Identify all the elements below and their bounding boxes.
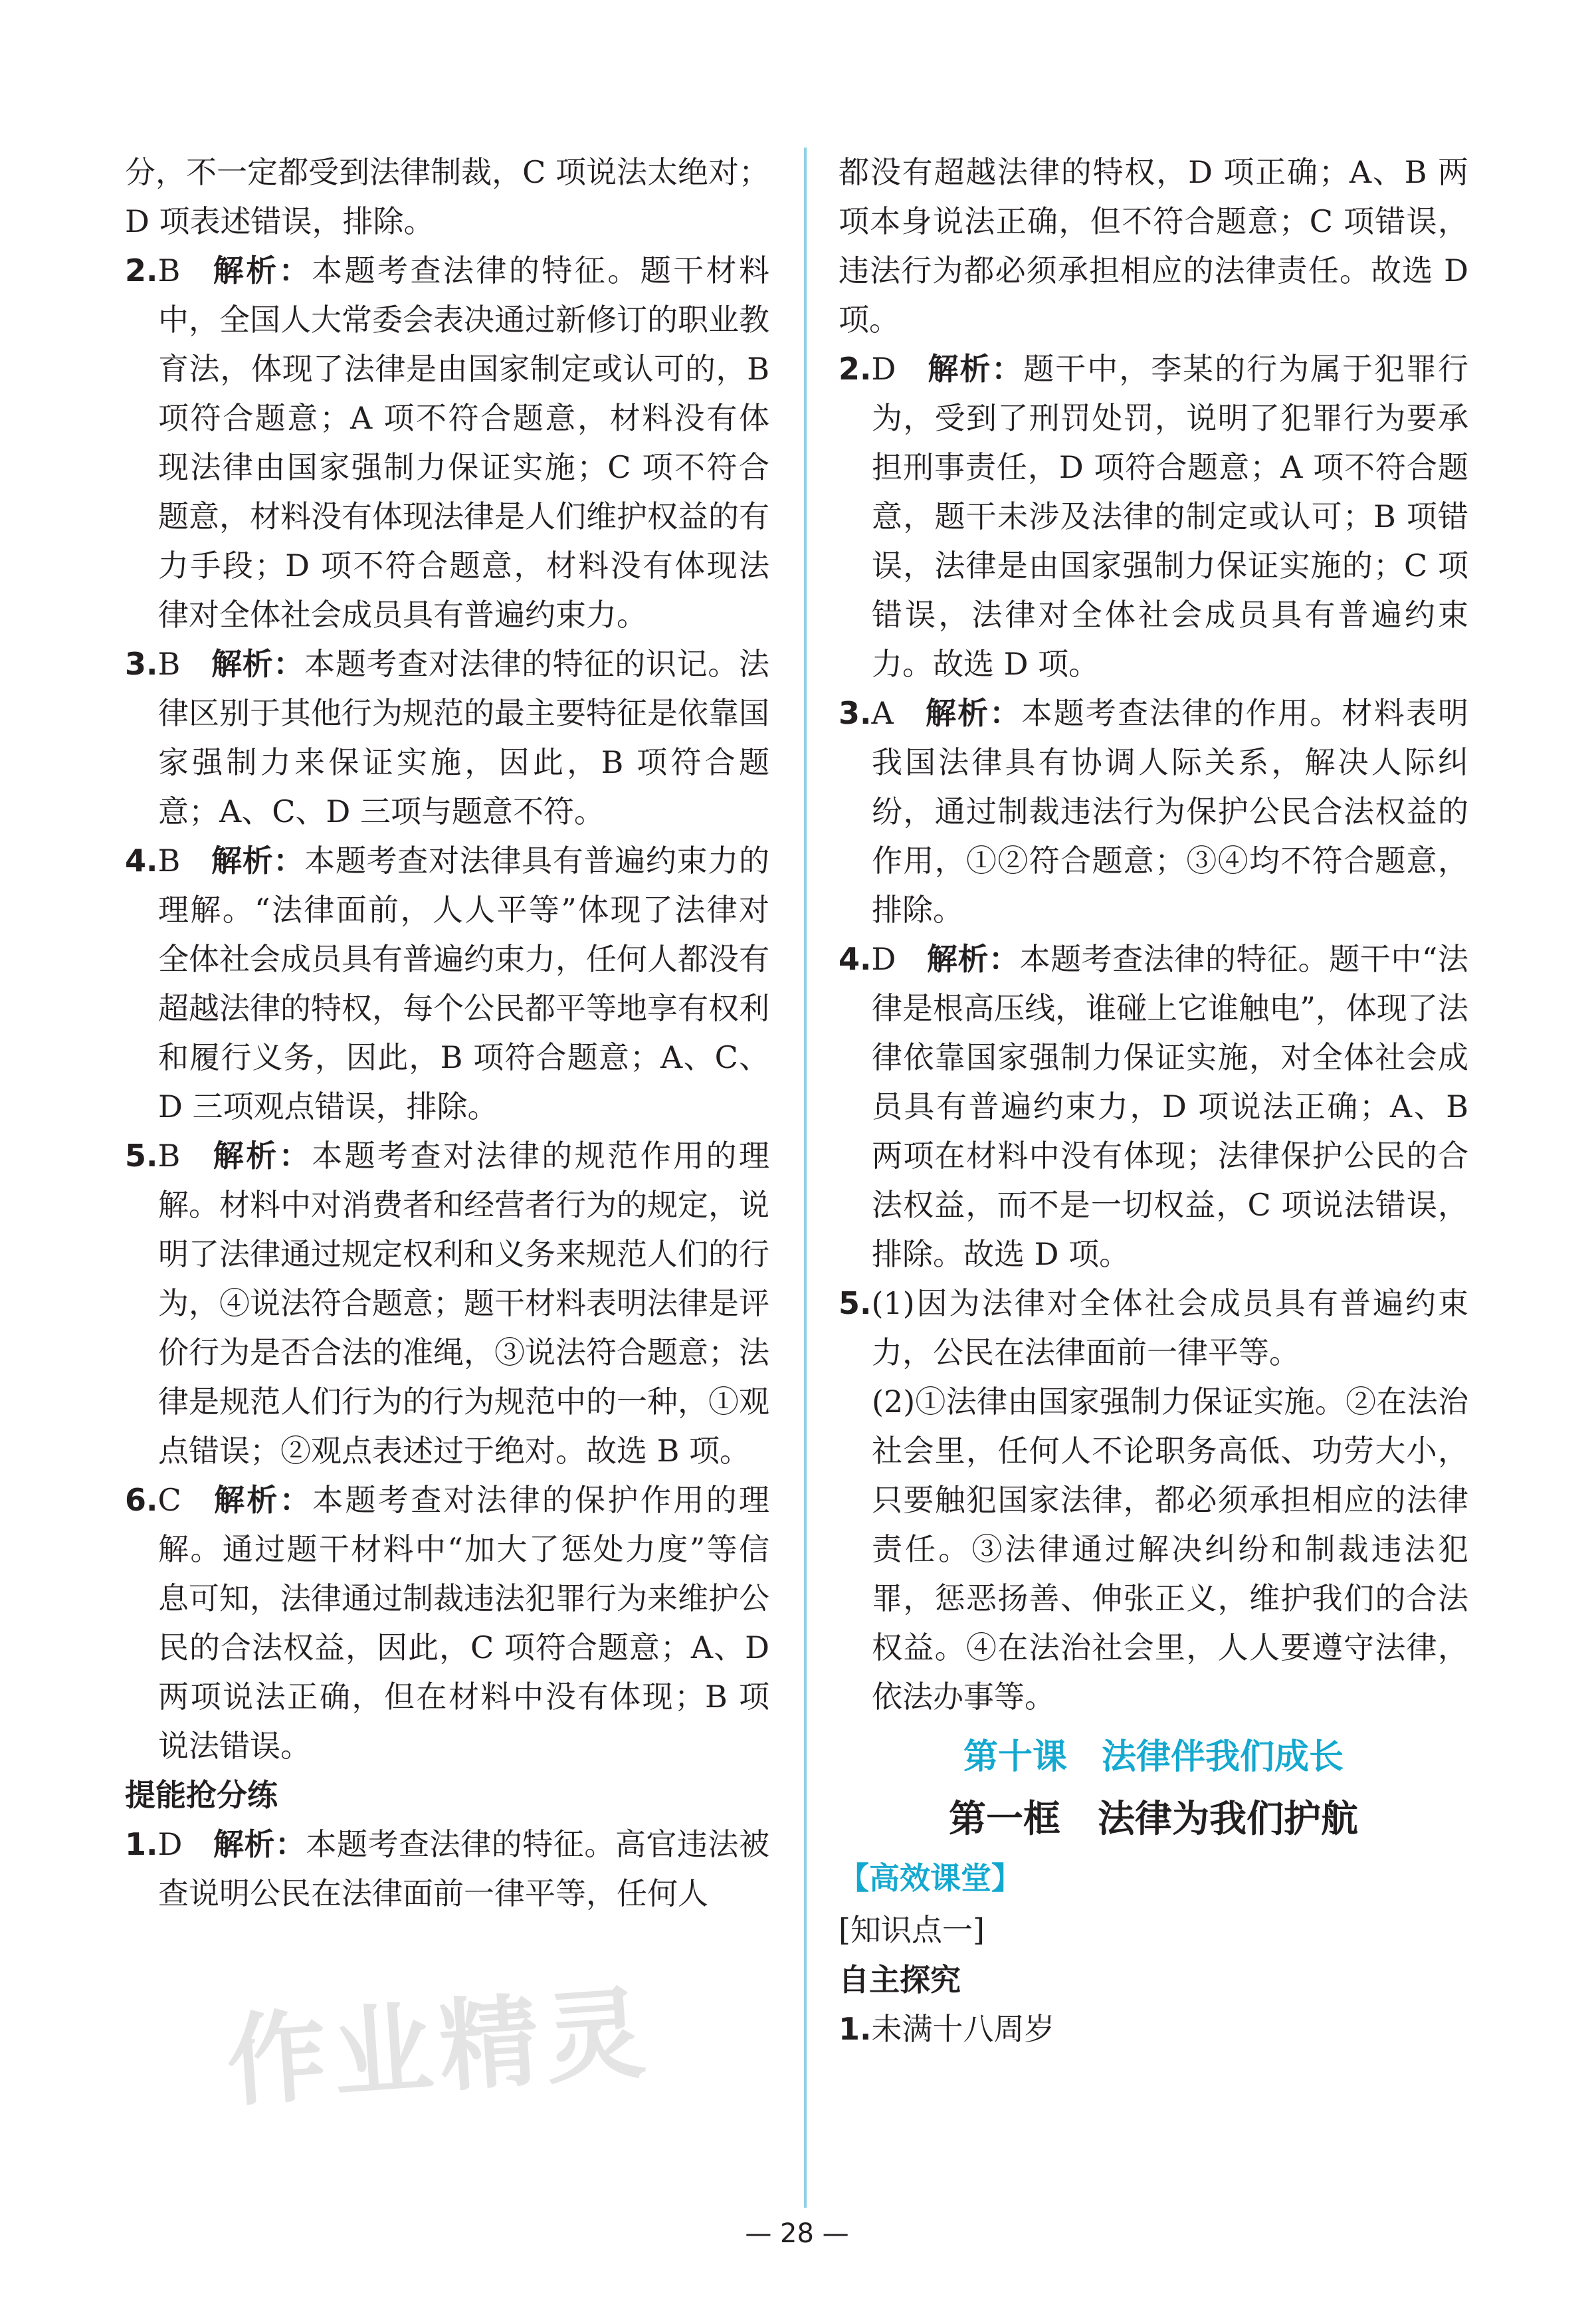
lesson-title: 第十课 法律伴我们成长 xyxy=(963,1737,1344,1777)
continued-paragraph: 都没有超越法律的特权，D 项正确；A、B 两项本身说法正确，但不符合题意；C 项错误，违法行为都必须承担相应的法律责任。故选 D 项。 xyxy=(839,154,1468,338)
answer-letter: B xyxy=(157,1138,181,1174)
answer-letter: D xyxy=(157,1826,183,1862)
item-number: 3. xyxy=(125,646,158,682)
item-text: 本题考查法律的特征。高官违法被查说明公民在法律面前一律平等，任何人 xyxy=(158,1826,770,1911)
item-text: 本题考查对法律的特征的识记。法律区别于其他行为规范的最主要特征是依靠国家强制力来保证实施，因此，B 项符合题意；A、C、D 三项与题意不符。 xyxy=(158,646,770,829)
item-text: (1)因为法律对全体社会成员具有普遍约束力，公民在法律面前一律平等。 xyxy=(871,1285,1468,1370)
item-number: 2. xyxy=(125,253,158,288)
answer-item xyxy=(839,934,1468,1279)
knowledge-point-label: [知识点一] xyxy=(839,1912,985,1948)
analysis-label: 解析： xyxy=(211,646,305,682)
analysis-label: 解析： xyxy=(926,941,1020,977)
watermark: 作业精灵 xyxy=(223,1975,656,2121)
answer-item xyxy=(125,1131,769,1475)
frame-title: 第一框 法律为我们护航 xyxy=(949,1798,1358,1841)
item-number: 6. xyxy=(125,1482,158,1518)
item-text: 题干中，李某的行为属于犯罪行为，受到了刑罚处罚，说明了犯罪行为要承担刑事责任，D 项符合题意；A 项不符合题意，题干未涉及法律的制定或认可；B 项错误，法律是由国家强制力保证实施的；C 项错误，法律对全体社会成员具有普遍约束力。故选 D 项。 xyxy=(872,351,1469,682)
answer-letter: D xyxy=(871,351,896,387)
answer-item xyxy=(839,688,1468,934)
answer-item xyxy=(125,836,769,1131)
answer-letter: B xyxy=(157,646,181,682)
item-number: 3. xyxy=(839,695,872,731)
item-text: 本题考查法律的特征。题干中“法律是根高压线，谁碰上它谁触电”，体现了法律依靠国家强制力保证实施，对全体社会成员具有普遍约束力，D 项说法正确；A、B 两项在材料中没有体现；法律保护公民的合法权益，而不是一切权益，C 项说法错误，排除。故选 D 项。 xyxy=(872,941,1468,1272)
item-text: 本题考查法律的特征。题干材料中，全国人大常委会表决通过新修订的职业教育法，体现了法律是由国家制定或认可的，B 项符合题意；A 项不符合题意，材料没有体现法律由国家强制力保证实施；C 项不符合题意，材料没有体现法律是人们维护权益的有力手段；D 项不符合题意，材料没有体现法律对全体社会成员具有普遍约束力。 xyxy=(158,253,769,633)
section-heading: 提能抢分练 xyxy=(125,1777,278,1813)
left-column xyxy=(125,148,769,1918)
item-text: 本题考查对法律具有普遍约束力的理解。“法律面前，人人平等”体现了法律对全体社会成员具有普遍约束力，任何人都没有超越法律的特权，每个公民都平等地享有权利和履行义务，因此，B 项符合题意；A、C、D 三项观点错误，排除。 xyxy=(158,843,770,1124)
answer-item xyxy=(125,246,769,639)
analysis-label: 解析： xyxy=(211,843,305,879)
item-number: 5. xyxy=(839,1285,872,1321)
section-tag: 【高效课堂】 xyxy=(839,1860,1022,1896)
item-number: 2. xyxy=(839,351,872,387)
item-number: 1. xyxy=(125,1826,158,1862)
answer-item xyxy=(839,344,1468,688)
analysis-label: 解析： xyxy=(213,1826,306,1862)
column-divider xyxy=(804,148,807,2208)
section-heading: 自主探究 xyxy=(839,1962,961,1998)
item-number: 1. xyxy=(839,2011,872,2047)
item-number: 5. xyxy=(125,1138,158,1174)
analysis-label: 解析： xyxy=(211,1482,313,1518)
analysis-label: 解析： xyxy=(211,1138,312,1174)
item-number: 4. xyxy=(839,941,872,977)
answer-letter: B xyxy=(157,843,181,879)
answer-item xyxy=(839,2004,1468,2054)
item-text: 本题考查对法律的保护作用的理解。通过题干材料中“加大了惩处力度”等信息可知，法律通过制裁违法犯罪行为来维护公民的合法权益，因此，C 项符合题意；A、D 两项说法正确，但在材料中没有体现；B 项说法错误。 xyxy=(158,1482,770,1764)
item-number: 4. xyxy=(125,843,158,879)
item-text: 本题考查法律的作用。材料表明我国法律具有协调人际关系，解决人际纠纷，通过制裁违法行为保护公民合法权益的作用，①②符合题意；③④均不符合题意，排除。 xyxy=(872,695,1469,928)
page-number: — 28 — xyxy=(745,2218,849,2249)
answer-item xyxy=(125,639,769,836)
answer-item xyxy=(125,1475,769,1770)
analysis-label: 解析： xyxy=(926,351,1024,387)
answer-letter: A xyxy=(871,695,894,731)
answer-item xyxy=(125,1820,769,1918)
answer-letter: C xyxy=(157,1482,181,1518)
answer-letter: B xyxy=(157,253,181,288)
analysis-label: 解析： xyxy=(924,695,1022,731)
right-column xyxy=(839,148,1468,2054)
sub-answer: (2)①法律由国家强制力保证实施。②在法治社会里，任何人不论职务高低、功劳大小，只要触犯国家法律，都必须承担相应的法律责任。③法律通过解决纠纷和制裁违法犯罪，惩恶扬善、伸张正义，维护我们的合法权益。④在法治社会里，人人要遵守法律，依法办事等。 xyxy=(872,1384,1468,1715)
item-text: 本题考查对法律的规范作用的理解。材料中对消费者和经营者行为的规定，说明了法律通过规定权利和义务来规范人们的行为，④说法符合题意；题干材料表明法律是评价行为是否合法的准绳，③说法符合题意；法律是规范人们行为的行为规范中的一种，①观点错误；②观点表述过于绝对。故选 B 项。 xyxy=(158,1138,769,1469)
answer-letter: D xyxy=(871,941,896,977)
continued-paragraph: 分，不一定都受到法律制裁，C 项说法太绝对；D 项表述错误，排除。 xyxy=(125,154,769,239)
item-text: 未满十八周岁 xyxy=(871,2011,1055,2047)
answer-item xyxy=(839,1279,1468,1377)
analysis-label: 解析： xyxy=(211,253,312,288)
